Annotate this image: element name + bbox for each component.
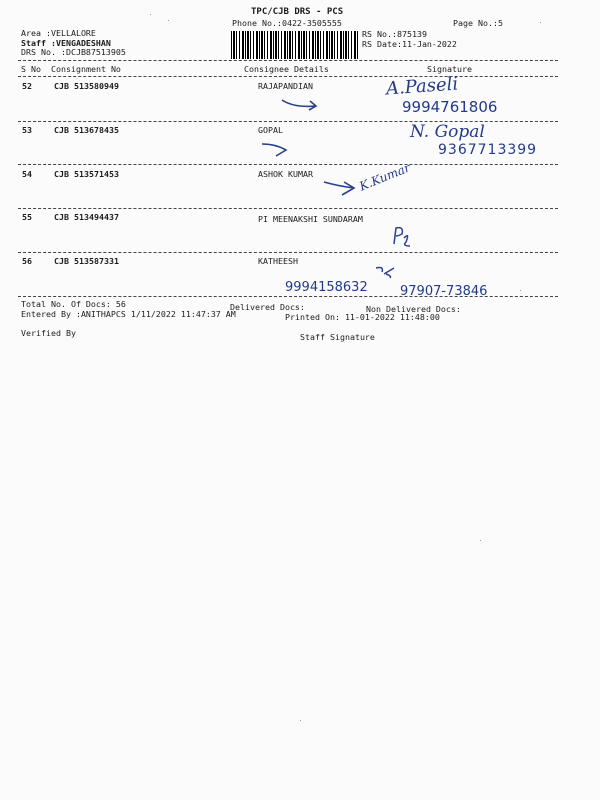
row-consignee: RAJAPANDIAN — [258, 81, 313, 91]
signature-phone: 9367713399 — [438, 142, 538, 158]
barcode — [231, 31, 359, 59]
scan-speck — [150, 14, 151, 15]
signature-name: K.Kumar — [357, 160, 413, 194]
rs-date: RS Date:11-Jan-2022 — [362, 39, 457, 49]
delivered-docs: Delivered Docs: — [230, 302, 305, 312]
non-delivered-docs: Non Delivered Docs: — [366, 304, 461, 314]
phone-number: Phone No.:0422-3505555 — [232, 18, 342, 28]
printed-on: Printed On: 11-01-2022 11:48:00 — [285, 312, 440, 322]
row-divider — [18, 208, 558, 209]
rs-number: RS No.:875139 — [362, 29, 427, 39]
divider — [18, 76, 558, 77]
column-header-signature: Signature — [427, 64, 472, 74]
row-sno: 53 — [22, 125, 32, 135]
scan-speck — [480, 540, 481, 541]
row-divider — [18, 164, 558, 165]
column-header-consignment: Consignment No — [51, 64, 121, 74]
row-sno: 56 — [22, 256, 32, 266]
scan-speck — [520, 290, 521, 291]
scan-speck — [300, 720, 301, 721]
scan-speck — [540, 22, 541, 23]
tick-mark-icon — [258, 140, 292, 158]
row-consignment: CJB 513494437 — [54, 212, 119, 222]
initial-mark-icon — [372, 264, 398, 280]
row-consignment: CJB 513678435 — [54, 125, 119, 135]
document-title: TPC/CJB DRS - PCS — [251, 7, 344, 17]
total-docs: Total No. Of Docs: 56 — [21, 299, 126, 309]
area-field: Area :VELLALORE — [21, 28, 96, 38]
row-divider — [18, 296, 558, 297]
staff-signature: Staff Signature — [300, 332, 375, 342]
row-consignee: ASHOK KUMAR — [258, 169, 313, 179]
drs-number: DRS No. :DCJB87513905 — [21, 47, 126, 57]
row-consignee: GOPAL — [258, 125, 283, 135]
row-sno: 54 — [22, 169, 32, 179]
scan-speck — [168, 20, 169, 21]
row-consignee: PI MEENAKSHI SUNDARAM — [258, 214, 363, 224]
row-consignee: KATHEESH — [258, 256, 298, 266]
column-header-consignee: Consignee Details — [244, 64, 329, 74]
verified-by: Verified By — [21, 328, 76, 338]
signature-phone: 97907-73846 — [400, 284, 488, 299]
column-header-sno: S No — [21, 64, 41, 74]
initial-mark-icon — [388, 224, 414, 248]
page-number: Page No.:5 — [453, 18, 503, 28]
tick-mark-icon — [322, 178, 358, 198]
signature-name: N. Gopal — [410, 122, 485, 142]
row-consignment: CJB 513571453 — [54, 169, 119, 179]
signature-name: A.Paseli — [385, 73, 459, 100]
row-sno: 55 — [22, 212, 32, 222]
row-consignment: CJB 513587331 — [54, 256, 119, 266]
staff-field: Staff :VENGADESHAN — [21, 38, 111, 48]
row-consignment: CJB 513580949 — [54, 81, 119, 91]
signature-phone: 9994158632 — [285, 280, 368, 295]
row-divider — [18, 252, 558, 253]
signature-phone: 9994761806 — [402, 98, 498, 116]
divider — [18, 60, 558, 61]
tick-mark-icon — [280, 96, 320, 112]
row-sno: 52 — [22, 81, 32, 91]
entered-by: Entered By :ANITHAPCS 1/11/2022 11:47:37 AM — [21, 309, 236, 319]
